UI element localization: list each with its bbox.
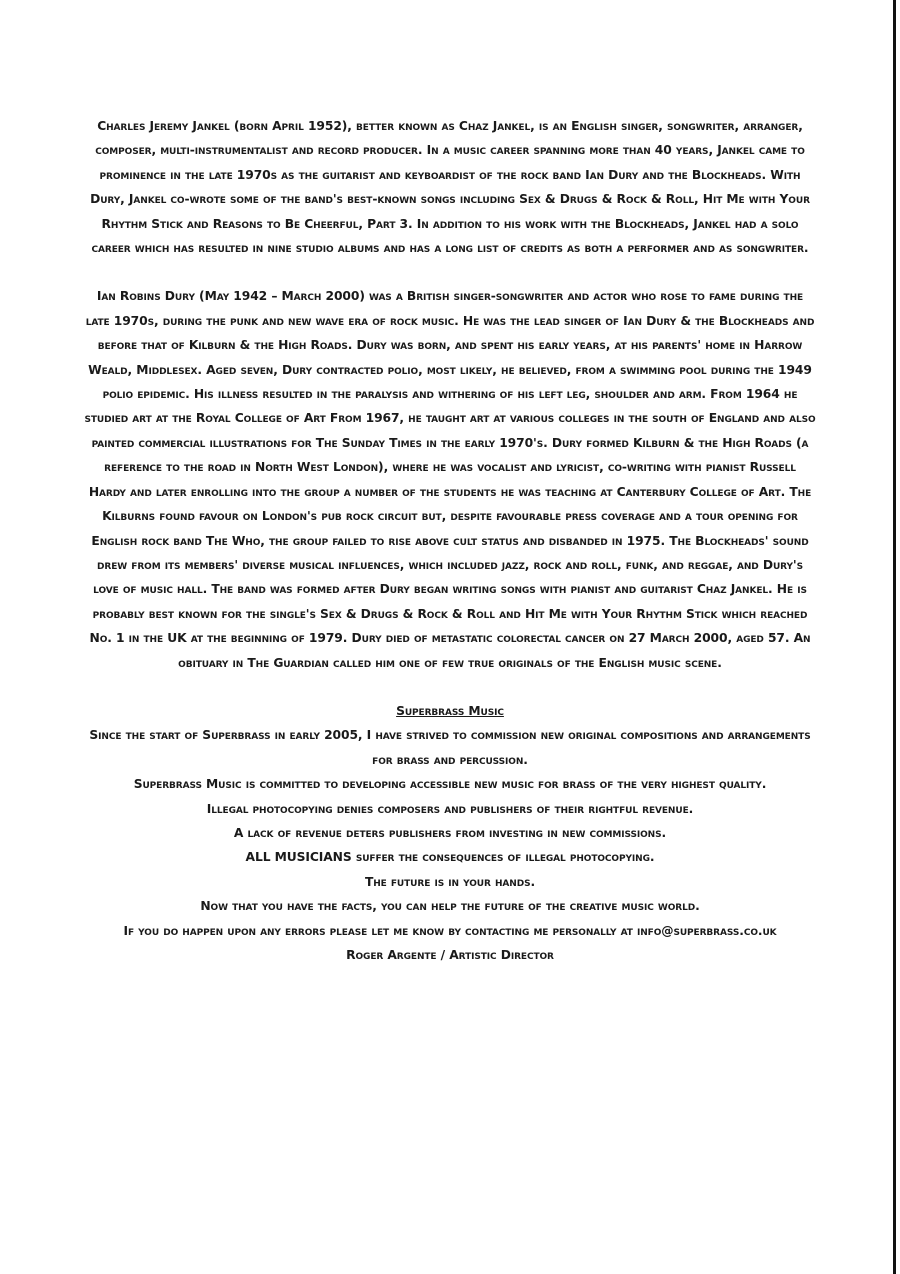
signature: Roger Argente / Artistic Director: [346, 948, 554, 962]
superbrass-line-facts: Now that you have the facts, you can help the future of the creative music world.: [200, 899, 700, 914]
superbrass-line-musicians: [84, 845, 816, 869]
superbrass-heading: Superbrass Music: [396, 703, 504, 718]
superbrass-line-contact: If you do happen upon any errors please let me know by contacting me personally at info@superbrass.co.uk: [123, 923, 777, 938]
chaz-jankel-bio: Charles Jeremy Jankel (born April 1952), better known as Chaz Jankel, is an English singer, songwriter, arranger, composer, multi-instrumentalist and record producer. In a music career spanning more than 40 years, Jankel came to prominence in the late 1970s as the guitarist and keyboardist of the rock band Ian Dury and the Blockheads. With Dury, Jankel co-wrote some of the band's best-known songs including Sex & Drugs & Rock & Roll, Hit Me with Your Rhythm Stick and Reasons to Be Cheerful, Part 3. In addition to his work with the Blockheads, Jankel had a solo career which has resulted in nine studio albums and has a long list of credits as both a performer and as songwriter.: [90, 119, 810, 256]
superbrass-line-mission: Superbrass Music is committed to developing accessible new music for brass of the very highest quality.: [133, 777, 767, 792]
superbrass-line-illegal: Illegal photocopying denies composers and publishers of their rightful revenue.: [206, 801, 694, 816]
all-musicians-emphasis: ALL MUSICIANS: [245, 850, 352, 865]
superbrass-line-future: The future is in your hands.: [364, 874, 536, 889]
superbrass-line-revenue: A lack of revenue deters publishers from investing in new commissions.: [233, 825, 667, 840]
superbrass-heading-row: [84, 699, 816, 723]
page-content: [84, 114, 816, 967]
musicians-line-rest: suffer the consequences of illegal photocopying.: [351, 850, 655, 865]
ian-dury-bio: Ian Robins Dury (May 1942 – March 2000) was a British singer-songwriter and actor who rose to fame during the late 1970s, during the punk and new wave era of rock music. He was the lead singer of Ian Dury & the Blockheads and before that of Kilburn & the High Roads. Dury was born, and spent his early years, at his parents' home in Harrow Weald, Middlesex. Aged seven, Dury contracted polio, most likely, he believed, from a swimming pool during the 1949 polio epidemic. His illness resulted in the paralysis and withering of his left leg, shoulder and arm. From 1964 he studied art at the Royal College of Art From 1967, he taught art at various colleges in the south of England and also painted commercial illustrations for The Sunday Times in the early 1970's. Dury formed Kilburn & the High Roads (a reference to the road in North West London), where he was vocalist and lyricist, co-writing with pianist Russell Hardy and later enrolling into the group a number of the students he was teaching at Canterbury College of Art. The Kilburns found favour on London's pub rock circuit but, despite favourable press coverage and a tour opening for English rock band The Who, the group failed to rise above cult status and disbanded in 1975. The Blockheads' sound drew from its members' diverse musical influences, which included jazz, rock and roll, funk, and reggae, and Dury's love of music hall. The band was formed after Dury began writing songs with pianist and guitarist Chaz Jankel. He is probably best known for the single's Sex & Drugs & Rock & Roll and Hit Me with Your Rhythm Stick which reached No. 1 in the UK at the beginning of 1979. Dury died of metastatic colorectal cancer on 27 March 2000, aged 57. An obituary in The Guardian called him one of few true originals of the English music scene.: [84, 289, 816, 670]
superbrass-line-commission: Since the start of Superbrass in early 2005, I have strived to commission new original compositions and arrangements for brass and percussion.: [89, 728, 811, 767]
